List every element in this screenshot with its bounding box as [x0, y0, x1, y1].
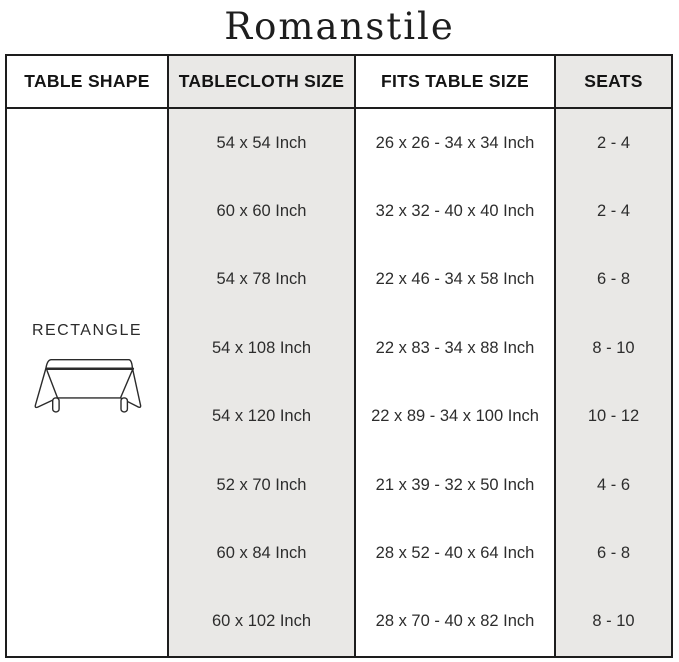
seats-cell: 6 - 8 — [596, 270, 631, 289]
tablecloth-size-cell: 60 x 102 Inch — [211, 612, 312, 631]
fits-table-size-cell: 32 x 32 - 40 x 40 Inch — [375, 202, 535, 221]
seats-cell: 2 - 4 — [596, 202, 631, 221]
seats-cell: 8 - 10 — [592, 612, 635, 631]
tablecloth-size-cell: 54 x 120 Inch — [211, 407, 312, 426]
column-tablecloth-size — [167, 56, 354, 656]
fits-table-size-cell: 28 x 52 - 40 x 64 Inch — [375, 543, 535, 562]
fits-table-size-cell: 22 x 46 - 34 x 58 Inch — [375, 270, 535, 289]
header-tablecloth-size: TABLECLOTH SIZE — [169, 56, 354, 109]
tablecloth-size-cell: 60 x 84 Inch — [216, 543, 307, 562]
fits-table-size-cell: 21 x 39 - 32 x 50 Inch — [375, 475, 535, 494]
header-seats: SEATS — [556, 56, 671, 109]
tablecloth-size-cell: 52 x 70 Inch — [216, 475, 307, 494]
fits-table-size-cell: 28 x 70 - 40 x 82 Inch — [375, 612, 535, 631]
seats-cell: 8 - 10 — [592, 338, 635, 357]
seats-cell: 6 - 8 — [596, 543, 631, 562]
brand-logo: Romanstile — [224, 4, 455, 48]
rectangle-table-icon — [30, 357, 145, 415]
seats-cell: 2 - 4 — [596, 133, 631, 152]
fits-table-size-cell: 26 x 26 - 34 x 34 Inch — [375, 133, 535, 152]
seats-cell: 4 - 6 — [596, 475, 631, 494]
seats-list — [556, 109, 671, 656]
tablecloth-size-cell: 54 x 54 Inch — [216, 133, 307, 152]
tablecloth-size-list — [169, 109, 354, 656]
shape-label: RECTANGLE — [31, 322, 143, 339]
fits-table-size-cell: 22 x 83 - 34 x 88 Inch — [375, 338, 535, 357]
header-table-shape: TABLE SHAPE — [7, 56, 167, 109]
column-fits-table-size — [354, 56, 554, 656]
seats-cell: 10 - 12 — [587, 407, 640, 426]
tablecloth-size-cell: 54 x 78 Inch — [216, 270, 307, 289]
tablecloth-size-cell: 54 x 108 Inch — [211, 338, 312, 357]
column-seats — [554, 56, 671, 656]
fits-table-size-list — [356, 109, 554, 656]
tablecloth-size-cell: 60 x 60 Inch — [216, 202, 307, 221]
size-chart-table — [5, 54, 673, 658]
header-fits-table-size: FITS TABLE SIZE — [356, 56, 554, 109]
table-shape-cell — [7, 109, 167, 656]
fits-table-size-cell: 22 x 89 - 34 x 100 Inch — [371, 407, 539, 426]
shape-block — [30, 322, 145, 415]
column-table-shape — [7, 56, 167, 656]
